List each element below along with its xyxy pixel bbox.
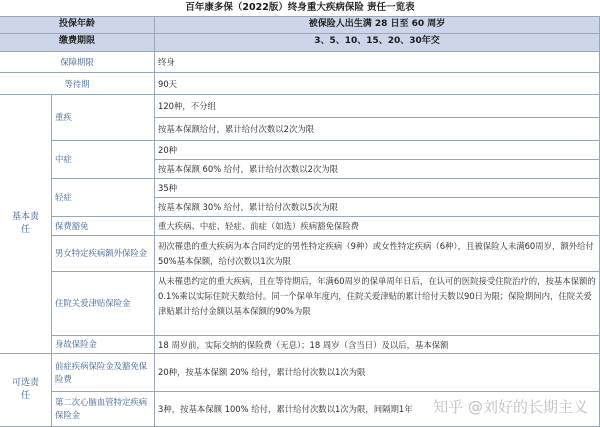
mild-illness-count: 35种 <box>155 179 600 198</box>
critical-illness-label: 重疾 <box>52 95 155 141</box>
coverage-period-label: 保障期限 <box>0 52 155 73</box>
moderate-illness-benefit: 按基本保额 60% 给付，累计给付次数以2次为限 <box>155 160 600 179</box>
cardio-second-label: 第二次心脑血管特定疾病保险金 <box>52 392 155 427</box>
moderate-illness-label: 中症 <box>52 141 155 179</box>
moderate-illness-count: 20种 <box>155 141 600 160</box>
gender-specific-value: 初次罹患的重大疾病为本合同约定的男性特定疾病（9种）或女性特定疾病（6种），且被保险人未满60周岁，额外给付50%基本保额，给付次数以1次为限 <box>155 236 600 272</box>
critical-illness-benefit: 按基本保额给付，累计给付次数以2次为限 <box>155 118 600 141</box>
insured-age-label: 投保年龄 <box>0 17 155 34</box>
payment-period-value: 3、5、10、15、20、30年交 <box>155 34 600 52</box>
mild-illness-benefit: 按基本保额 30% 给付，累计给付次数以5次为限 <box>155 198 600 217</box>
zhihu-watermark: 知乎 @刘好的长期主义 <box>433 398 588 416</box>
waiting-period-value: 90天 <box>155 73 600 95</box>
pre-disease-label: 前症疾病保险金及豁免保险费 <box>52 354 155 392</box>
premium-waiver-label: 保费豁免 <box>52 217 155 236</box>
optional-liability-group <box>0 354 52 427</box>
pre-disease-value: 20种，按基本保额 20% 给付，累计给付次数以1次为限 <box>155 354 600 392</box>
gender-specific-label: 男女特定疾病额外保险金 <box>52 236 155 272</box>
basic-liability-group <box>0 95 52 354</box>
premium-waiver-value: 重大疾病、中症、轻症、前症（如选）疾病豁免保险费 <box>155 217 600 236</box>
basic-liability-label: 基本责任 <box>12 212 40 235</box>
payment-period-label: 缴费期限 <box>0 34 155 52</box>
optional-liability-label: 可选责任 <box>12 378 40 401</box>
table-title: 百年康多保（2022版）终身重大疾病保险 责任一览表 <box>0 0 600 17</box>
hospital-allowance-value: 从未罹患约定的重大疾病，且在等待期后，年满60周岁的保单周年日后，在认可的医院接受住院治疗的，按基本保额的0.1%乘以实际住院天数给付。同一个保单年度内，住院关爱津贴的累计给付天数以90日为限；保险期间内，住院关爱津贴累计给付金额以基本保额的90%为限 <box>155 272 600 336</box>
mild-illness-label: 轻症 <box>52 179 155 217</box>
cardio-second-value: 3种，按基本保额 100% 给付，累计给付次数以1次为限，间隔期1年 <box>155 392 600 427</box>
insured-age-value: 被保险人出生满 28 日至 60 周岁 <box>155 17 600 34</box>
critical-illness-count: 120种，不分组 <box>155 95 600 118</box>
hospital-allowance-label: 住院关爱津贴保险金 <box>52 272 155 336</box>
coverage-period-value: 终身 <box>155 52 600 73</box>
death-benefit-label: 身故保险金 <box>52 336 155 354</box>
waiting-period-label: 等待期 <box>0 73 155 95</box>
death-benefit-value: 18 周岁前，实际交纳的保险费（无息）；18 周岁（含当日）及以后，基本保额 <box>155 336 600 354</box>
